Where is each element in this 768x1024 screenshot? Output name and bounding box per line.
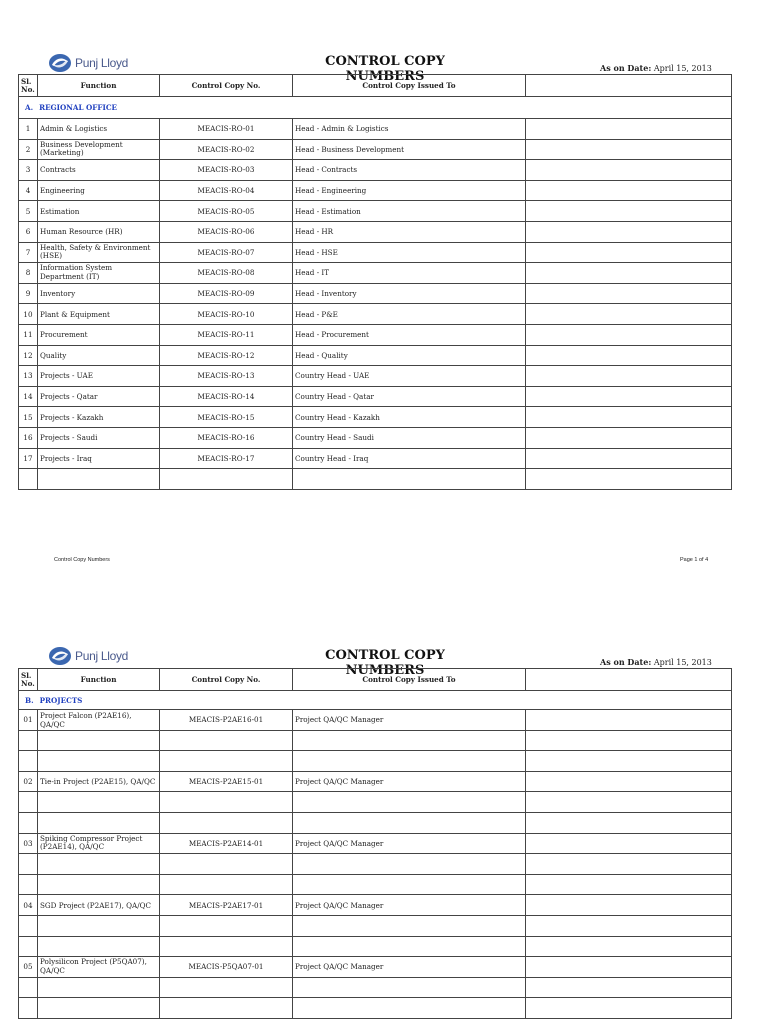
cell-function: Inventory: [38, 283, 160, 304]
cell-blank: [526, 998, 732, 1019]
cell-function: Projects - Saudi: [38, 427, 160, 448]
cell-blank: [526, 874, 732, 895]
cell-control-no: [160, 915, 293, 936]
table-row: [19, 304, 732, 325]
cell-control-no: MEACIS-RO-10: [160, 304, 293, 325]
table-row: [19, 263, 732, 284]
as-on-date: [600, 63, 730, 73]
cell-issued-to: Country Head - Saudi: [293, 427, 526, 448]
cell-blank: [526, 792, 732, 813]
col-header-blank: [526, 75, 732, 97]
table-row: [19, 407, 732, 428]
cell-control-no: [160, 792, 293, 813]
col-header-issued-to: Control Copy Issued To: [293, 669, 526, 691]
table-row: [19, 366, 732, 387]
cell-blank: [526, 160, 732, 181]
cell-control-no: [160, 730, 293, 751]
cell-control-no: MEACIS-RO-16: [160, 427, 293, 448]
cell-issued-to: [293, 998, 526, 1019]
cell-issued-to: Head - Engineering: [293, 180, 526, 201]
cell-blank: [526, 345, 732, 366]
cell-blank: [526, 304, 732, 325]
cell-control-no: MEACIS-RO-02: [160, 139, 293, 160]
cell-blank: [526, 427, 732, 448]
cell-function: Projects - Iraq: [38, 448, 160, 469]
cell-control-no: MEACIS-RO-08: [160, 263, 293, 284]
cell-slno: [19, 915, 38, 936]
col-header-control-no: Control Copy No.: [160, 669, 293, 691]
cell-slno: 2: [19, 139, 38, 160]
cell-control-no: [160, 751, 293, 772]
cell-function: [38, 751, 160, 772]
cell-function: Engineering: [38, 180, 160, 201]
table-row: [19, 139, 732, 160]
cell-function: [38, 854, 160, 875]
cell-control-no: MEACIS-RO-07: [160, 242, 293, 263]
cell-control-no: [160, 854, 293, 875]
cell-blank: [526, 751, 732, 772]
table-row: [19, 895, 732, 916]
cell-issued-to: [293, 854, 526, 875]
table-row: [19, 324, 732, 345]
cell-issued-to: [293, 812, 526, 833]
as-on-label: As on Date:: [600, 63, 652, 73]
cell-slno: 7: [19, 242, 38, 263]
footer-page-number: Page 1 of 4: [680, 557, 709, 563]
cell-slno: [19, 874, 38, 895]
cell-issued-to: Country Head - Iraq: [293, 448, 526, 469]
cell-control-no: MEACIS-P2AE17-01: [160, 895, 293, 916]
cell-function: [38, 792, 160, 813]
cell-issued-to: Head - Quality: [293, 345, 526, 366]
table-row: [19, 833, 732, 854]
footer-doc-name: Control Copy Numbers: [54, 557, 110, 563]
cell-issued-to: Head - Business Development: [293, 139, 526, 160]
cell-slno: 14: [19, 386, 38, 407]
cell-issued-to: [293, 469, 526, 490]
cell-blank: [526, 407, 732, 428]
cell-issued-to: [293, 751, 526, 772]
table-row: [19, 242, 732, 263]
cell-control-no: MEACIS-P2AE14-01: [160, 833, 293, 854]
cell-control-no: [160, 874, 293, 895]
control-copy-table-b: [18, 668, 732, 1019]
as-on-date: [600, 657, 730, 667]
cell-control-no: MEACIS-P2AE16-01: [160, 710, 293, 731]
cell-slno: 16: [19, 427, 38, 448]
as-on-value: April 15, 2013: [653, 658, 712, 667]
cell-slno: 6: [19, 221, 38, 242]
cell-function: Procurement: [38, 324, 160, 345]
cell-issued-to: Project QA/QC Manager: [293, 833, 526, 854]
col-header-function: Function: [38, 669, 160, 691]
cell-slno: 11: [19, 324, 38, 345]
cell-function: Information System Department (IT): [38, 263, 160, 284]
cell-blank: [526, 469, 732, 490]
cell-blank: [526, 366, 732, 387]
table-row: [19, 201, 732, 222]
cell-slno: 02: [19, 771, 38, 792]
cell-control-no: MEACIS-P5QA07-01: [160, 957, 293, 978]
cell-function: SGD Project (P2AE17), QA/QC: [38, 895, 160, 916]
cell-slno: [19, 936, 38, 957]
cell-control-no: MEACIS-RO-04: [160, 180, 293, 201]
cell-slno: [19, 854, 38, 875]
cell-slno: [19, 998, 38, 1019]
cell-control-no: MEACIS-P2AE15-01: [160, 771, 293, 792]
cell-slno: 4: [19, 180, 38, 201]
cell-blank: [526, 710, 732, 731]
cell-issued-to: Head - IT: [293, 263, 526, 284]
cell-blank: [526, 812, 732, 833]
table-row-blank: [19, 854, 732, 875]
cell-function: Plant & Equipment: [38, 304, 160, 325]
cell-blank: [526, 386, 732, 407]
cell-blank: [526, 119, 732, 140]
table-row: [19, 119, 732, 140]
cell-function: Projects - Kazakh: [38, 407, 160, 428]
cell-issued-to: Head - P&E: [293, 304, 526, 325]
table-row-blank: [19, 998, 732, 1019]
table-row-blank: [19, 977, 732, 998]
section-title: PROJECTS: [39, 695, 83, 705]
cell-function: Admin & Logistics: [38, 119, 160, 140]
cell-control-no: [160, 936, 293, 957]
cell-slno: 10: [19, 304, 38, 325]
cell-slno: [19, 469, 38, 490]
cell-function: [38, 998, 160, 1019]
cell-control-no: MEACIS-RO-03: [160, 160, 293, 181]
col-header-function: Function: [38, 75, 160, 97]
cell-blank: [526, 139, 732, 160]
cell-blank: [526, 180, 732, 201]
cell-slno: [19, 812, 38, 833]
cell-function: Project Falcon (P2AE16), QA/QC: [38, 710, 160, 731]
cell-blank: [526, 936, 732, 957]
cell-issued-to: Head - Estimation: [293, 201, 526, 222]
cell-function: Polysilicon Project (P5QA07), QA/QC: [38, 957, 160, 978]
cell-blank: [526, 730, 732, 751]
cell-function: [38, 730, 160, 751]
col-header-control-no: Control Copy No.: [160, 75, 293, 97]
cell-blank: [526, 201, 732, 222]
logo-text: Punj Lloyd: [75, 56, 129, 70]
cell-function: Health, Safety & Environment (HSE): [38, 242, 160, 263]
table-row: [19, 710, 732, 731]
table-row-blank: [19, 936, 732, 957]
as-on-value: April 15, 2013: [653, 64, 712, 73]
cell-issued-to: Head - HR: [293, 221, 526, 242]
table-row-blank: [19, 469, 732, 490]
cell-control-no: [160, 977, 293, 998]
col-header-blank: [526, 669, 732, 691]
cell-slno: 05: [19, 957, 38, 978]
company-logo: [48, 52, 138, 74]
section-letter: B.: [25, 695, 34, 705]
cell-issued-to: Head - Contracts: [293, 160, 526, 181]
section-letter: A.: [25, 103, 34, 112]
cell-slno: 13: [19, 366, 38, 387]
table-row-blank: [19, 874, 732, 895]
cell-blank: [526, 977, 732, 998]
punj-lloyd-logo-icon: [48, 646, 72, 666]
cell-function: Projects - Qatar: [38, 386, 160, 407]
cell-slno: [19, 751, 38, 772]
table-row: [19, 957, 732, 978]
cell-slno: 5: [19, 201, 38, 222]
cell-blank: [526, 324, 732, 345]
cell-function: [38, 936, 160, 957]
cell-issued-to: Project QA/QC Manager: [293, 957, 526, 978]
cell-control-no: [160, 812, 293, 833]
cell-slno: 01: [19, 710, 38, 731]
cell-issued-to: [293, 792, 526, 813]
cell-slno: [19, 977, 38, 998]
cell-issued-to: Head - Inventory: [293, 283, 526, 304]
punj-lloyd-logo-icon: [48, 53, 72, 73]
cell-control-no: MEACIS-RO-06: [160, 221, 293, 242]
table-row: [19, 180, 732, 201]
cell-issued-to: Country Head - Qatar: [293, 386, 526, 407]
cell-blank: [526, 221, 732, 242]
table-row: [19, 771, 732, 792]
cell-blank: [526, 448, 732, 469]
cell-control-no: [160, 998, 293, 1019]
cell-control-no: MEACIS-RO-15: [160, 407, 293, 428]
cell-issued-to: Head - Admin & Logistics: [293, 119, 526, 140]
cell-blank: [526, 915, 732, 936]
cell-function: Projects - UAE: [38, 366, 160, 387]
table-row-blank: [19, 751, 732, 772]
cell-blank: [526, 283, 732, 304]
page-title: CONTROL COPY NUMBERS: [325, 54, 445, 84]
section-header-projects: [19, 691, 732, 710]
logo-text: Punj Lloyd: [75, 649, 129, 663]
cell-slno: 9: [19, 283, 38, 304]
cell-issued-to: [293, 936, 526, 957]
cell-slno: 8: [19, 263, 38, 284]
company-logo: [48, 645, 138, 667]
cell-slno: 04: [19, 895, 38, 916]
cell-issued-to: Project QA/QC Manager: [293, 771, 526, 792]
cell-function: Business Development (Marketing): [38, 139, 160, 160]
cell-issued-to: [293, 977, 526, 998]
cell-issued-to: Head - Procurement: [293, 324, 526, 345]
page-title: CONTROL COPY NUMBERS: [325, 648, 445, 678]
cell-blank: [526, 895, 732, 916]
cell-control-no: MEACIS-RO-17: [160, 448, 293, 469]
cell-issued-to: Country Head - UAE: [293, 366, 526, 387]
cell-issued-to: [293, 915, 526, 936]
cell-function: Contracts: [38, 160, 160, 181]
cell-function: [38, 874, 160, 895]
cell-blank: [526, 854, 732, 875]
cell-slno: [19, 730, 38, 751]
section-header-regional-office: [19, 97, 732, 119]
cell-control-no: MEACIS-RO-12: [160, 345, 293, 366]
cell-control-no: MEACIS-RO-13: [160, 366, 293, 387]
cell-blank: [526, 242, 732, 263]
table-row: [19, 427, 732, 448]
table-row: [19, 160, 732, 181]
table-row: [19, 283, 732, 304]
cell-function: [38, 812, 160, 833]
table-row-blank: [19, 915, 732, 936]
cell-function: [38, 469, 160, 490]
cell-issued-to: [293, 730, 526, 751]
col-header-issued-to: Control Copy Issued To: [293, 75, 526, 97]
cell-slno: 3: [19, 160, 38, 181]
cell-function: Quality: [38, 345, 160, 366]
cell-function: Human Resource (HR): [38, 221, 160, 242]
table-row-blank: [19, 730, 732, 751]
cell-slno: 1: [19, 119, 38, 140]
col-header-slno: Sl. No.: [19, 669, 38, 691]
table-row-blank: [19, 792, 732, 813]
as-on-label: As on Date:: [600, 657, 652, 667]
col-header-slno: Sl. No.: [19, 75, 38, 97]
table-row: [19, 345, 732, 366]
cell-slno: 15: [19, 407, 38, 428]
control-copy-table-a: [18, 74, 732, 490]
cell-control-no: [160, 469, 293, 490]
cell-control-no: MEACIS-RO-14: [160, 386, 293, 407]
cell-control-no: MEACIS-RO-01: [160, 119, 293, 140]
cell-slno: [19, 792, 38, 813]
cell-slno: 03: [19, 833, 38, 854]
cell-issued-to: Project QA/QC Manager: [293, 895, 526, 916]
cell-issued-to: Head - HSE: [293, 242, 526, 263]
cell-issued-to: Project QA/QC Manager: [293, 710, 526, 731]
cell-control-no: MEACIS-RO-11: [160, 324, 293, 345]
cell-blank: [526, 263, 732, 284]
cell-function: Estimation: [38, 201, 160, 222]
table-row: [19, 221, 732, 242]
cell-function: [38, 915, 160, 936]
table-row-blank: [19, 812, 732, 833]
table-row: [19, 448, 732, 469]
cell-function: Spiking Compressor Project (P2AE14), QA/QC: [38, 833, 160, 854]
cell-function: Tie-in Project (P2AE15), QA/QC: [38, 771, 160, 792]
table-row: [19, 386, 732, 407]
cell-slno: 17: [19, 448, 38, 469]
cell-blank: [526, 957, 732, 978]
cell-issued-to: Country Head - Kazakh: [293, 407, 526, 428]
cell-slno: 12: [19, 345, 38, 366]
cell-control-no: MEACIS-RO-09: [160, 283, 293, 304]
cell-blank: [526, 833, 732, 854]
section-title: REGIONAL OFFICE: [39, 103, 118, 112]
cell-issued-to: [293, 874, 526, 895]
cell-control-no: MEACIS-RO-05: [160, 201, 293, 222]
cell-function: [38, 977, 160, 998]
cell-blank: [526, 771, 732, 792]
